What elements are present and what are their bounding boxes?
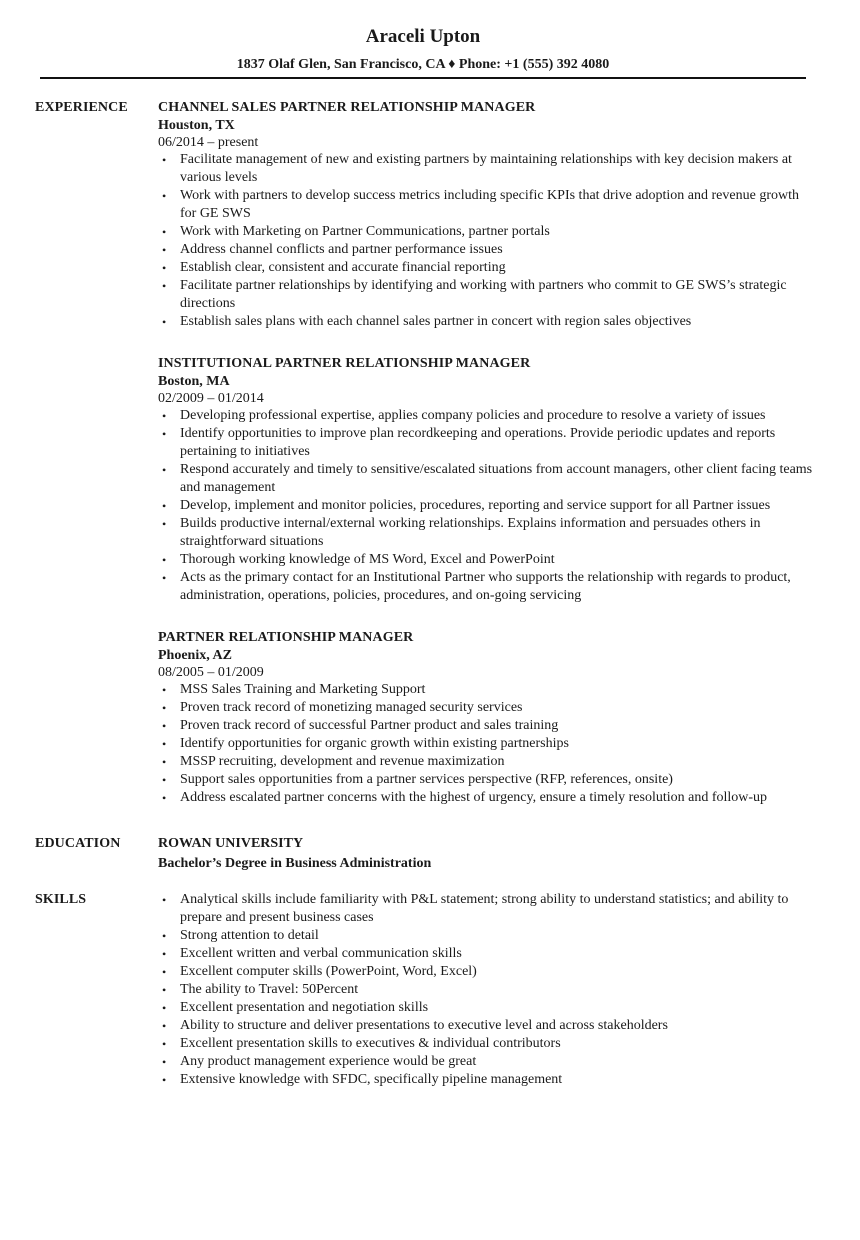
bullet-icon: •	[162, 893, 167, 907]
list-item	[158, 981, 818, 999]
job-location: Boston, MA	[158, 374, 230, 389]
list-item	[158, 927, 818, 945]
list-item-text: Builds productive internal/external working relationships. Explains information and persuades others in straightforward situations	[180, 516, 761, 549]
bullet-icon: •	[162, 791, 167, 805]
list-item-text: Analytical skills include familiarity with P&L statement; strong ability to understand statistics; and ability to prepare and present business cases	[180, 892, 789, 925]
job-entry	[158, 99, 818, 331]
list-item	[158, 223, 818, 241]
list-item	[158, 735, 818, 753]
education-label: EDUCATION	[35, 836, 121, 851]
bullet-icon: •	[162, 409, 167, 423]
list-item-text: Excellent written and verbal communication skills	[180, 946, 462, 961]
experience-label: EXPERIENCE	[35, 100, 128, 115]
job-dates: 08/2005 – 01/2009	[158, 665, 264, 680]
job-location: Houston, TX	[158, 118, 235, 133]
bullet-icon: •	[162, 1001, 167, 1015]
list-item	[158, 1053, 818, 1071]
list-item	[158, 497, 818, 515]
list-item-text: Work with Marketing on Partner Communications, partner portals	[180, 224, 550, 239]
bullet-icon: •	[162, 279, 167, 293]
list-item-text: Proven track record of monetizing managed security services	[180, 700, 523, 715]
list-item-text: Establish clear, consistent and accurate financial reporting	[180, 260, 506, 275]
bullet-icon: •	[162, 773, 167, 787]
list-item	[158, 699, 818, 717]
bullet-icon: •	[162, 1019, 167, 1033]
bullet-icon: •	[162, 315, 167, 329]
list-item-text: Extensive knowledge with SFDC, specifically pipeline management	[180, 1072, 563, 1087]
list-item	[158, 151, 818, 187]
bullet-icon: •	[162, 571, 167, 585]
list-item-text: Any product management experience would be great	[180, 1054, 477, 1069]
list-item	[158, 963, 818, 981]
list-item-text: Excellent presentation skills to executives & individual contributors	[180, 1036, 561, 1051]
resume-header	[40, 24, 806, 74]
bullet-icon: •	[162, 701, 167, 715]
header-divider	[40, 77, 806, 79]
bullet-icon: •	[162, 737, 167, 751]
bullet-icon: •	[162, 965, 167, 979]
list-item-text: Facilitate management of new and existing partners by maintaining relationships with key decision makers at various levels	[180, 152, 792, 185]
list-item-text: Proven track record of successful Partner product and sales training	[180, 718, 559, 733]
list-item	[158, 771, 818, 789]
list-item	[158, 789, 818, 807]
contact-line: 1837 Olaf Glen, San Francisco, CA ♦ Phone: +1 (555) 392 4080	[236, 57, 610, 72]
bullet-icon: •	[162, 225, 167, 239]
job-bullets	[158, 407, 818, 605]
skills-body	[158, 891, 818, 1089]
list-item	[158, 569, 818, 605]
list-item	[158, 259, 818, 277]
bullet-icon: •	[162, 153, 167, 167]
list-item-text: MSS Sales Training and Marketing Support	[180, 682, 426, 697]
list-item	[158, 753, 818, 771]
list-item-text: Facilitate partner relationships by identifying and working with partners who commit to GE SWS’s strategic directions	[180, 278, 787, 311]
list-item-text: Support sales opportunities from a partner services perspective (RFP, references, onsite)	[180, 772, 673, 787]
list-item-text: Strong attention to detail	[180, 928, 319, 943]
bullet-icon: •	[162, 517, 167, 531]
job-location: Phoenix, AZ	[158, 648, 232, 663]
job-title: INSTITUTIONAL PARTNER RELATIONSHIP MANAGER	[158, 356, 531, 371]
list-item-text: Excellent presentation and negotiation skills	[180, 1000, 429, 1015]
bullet-icon: •	[162, 755, 167, 769]
list-item-text: MSSP recruiting, development and revenue maximization	[180, 754, 505, 769]
bullet-icon: •	[162, 189, 167, 203]
list-item-text: Respond accurately and timely to sensitive/escalated situations from account managers, other client facing teams and management	[180, 462, 813, 495]
bullet-icon: •	[162, 947, 167, 961]
list-item	[158, 891, 818, 927]
job-entry	[158, 355, 818, 605]
bullet-icon: •	[162, 983, 167, 997]
bullet-icon: •	[162, 243, 167, 257]
list-item-text: Excellent computer skills (PowerPoint, Word, Excel)	[180, 964, 477, 979]
list-item	[158, 945, 818, 963]
list-item-text: Develop, implement and monitor policies, procedures, reporting and service support for all Partner issues	[180, 498, 771, 513]
list-item-text: The ability to Travel: 50Percent	[180, 982, 359, 997]
list-item	[158, 1017, 818, 1035]
list-item-text: Work with partners to develop success metrics including specific KPIs that drive adoption and revenue growth for GE SWS	[180, 188, 799, 221]
list-item-text: Address escalated partner concerns with the highest of urgency, ensure a timely resolution and follow-up	[180, 790, 768, 805]
bullet-icon: •	[162, 719, 167, 733]
list-item	[158, 515, 818, 551]
bullet-icon: •	[162, 553, 167, 567]
bullet-icon: •	[162, 427, 167, 441]
list-item	[158, 461, 818, 497]
bullet-icon: •	[162, 499, 167, 513]
list-item	[158, 407, 818, 425]
job-bullets	[158, 151, 818, 331]
list-item	[158, 551, 818, 569]
list-item	[158, 681, 818, 699]
list-item	[158, 999, 818, 1017]
bullet-icon: •	[162, 1073, 167, 1087]
job-title: PARTNER RELATIONSHIP MANAGER	[158, 630, 414, 645]
education-body	[158, 835, 818, 873]
list-item-text: Developing professional expertise, applies company policies and procedure to resolve a variety of issues	[180, 408, 766, 423]
list-item-text: Establish sales plans with each channel sales partner in concert with region sales objectives	[180, 314, 692, 329]
school-name: ROWAN UNIVERSITY	[158, 836, 304, 851]
degree-name: Bachelor’s Degree in Business Administration	[158, 856, 432, 871]
bullet-icon: •	[162, 1037, 167, 1051]
list-item-text: Identify opportunities for organic growth within existing partnerships	[180, 736, 569, 751]
list-item-text: Address channel conflicts and partner performance issues	[180, 242, 503, 257]
job-bullets	[158, 681, 818, 807]
skills-label: SKILLS	[35, 892, 87, 907]
list-item-text: Acts as the primary contact for an Institutional Partner who supports the relationship with regards to product, administration, operations, policies, procedures, and on-going servicing	[180, 570, 791, 603]
list-item	[158, 717, 818, 735]
list-item	[158, 1035, 818, 1053]
bullet-icon: •	[162, 261, 167, 275]
job-dates: 02/2009 – 01/2014	[158, 391, 264, 406]
skills-list	[158, 891, 818, 1089]
list-item-text: Identify opportunities to improve plan recordkeeping and operations. Provide periodic updates and reports pertaining to initiatives	[180, 426, 776, 459]
candidate-name: Araceli Upton	[365, 26, 481, 47]
list-item	[158, 277, 818, 313]
bullet-icon: •	[162, 463, 167, 477]
list-item	[158, 313, 818, 331]
bullet-icon: •	[162, 683, 167, 697]
bullet-icon: •	[162, 1055, 167, 1069]
list-item	[158, 425, 818, 461]
list-item	[158, 187, 818, 223]
job-entry	[158, 629, 818, 807]
list-item	[158, 241, 818, 259]
bullet-icon: •	[162, 929, 167, 943]
list-item-text: Ability to structure and deliver presentations to executive level and across stakeholders	[180, 1018, 668, 1033]
job-title: CHANNEL SALES PARTNER RELATIONSHIP MANAGER	[158, 100, 536, 115]
list-item	[158, 1071, 818, 1089]
job-dates: 06/2014 – present	[158, 135, 259, 150]
list-item-text: Thorough working knowledge of MS Word, Excel and PowerPoint	[180, 552, 555, 567]
